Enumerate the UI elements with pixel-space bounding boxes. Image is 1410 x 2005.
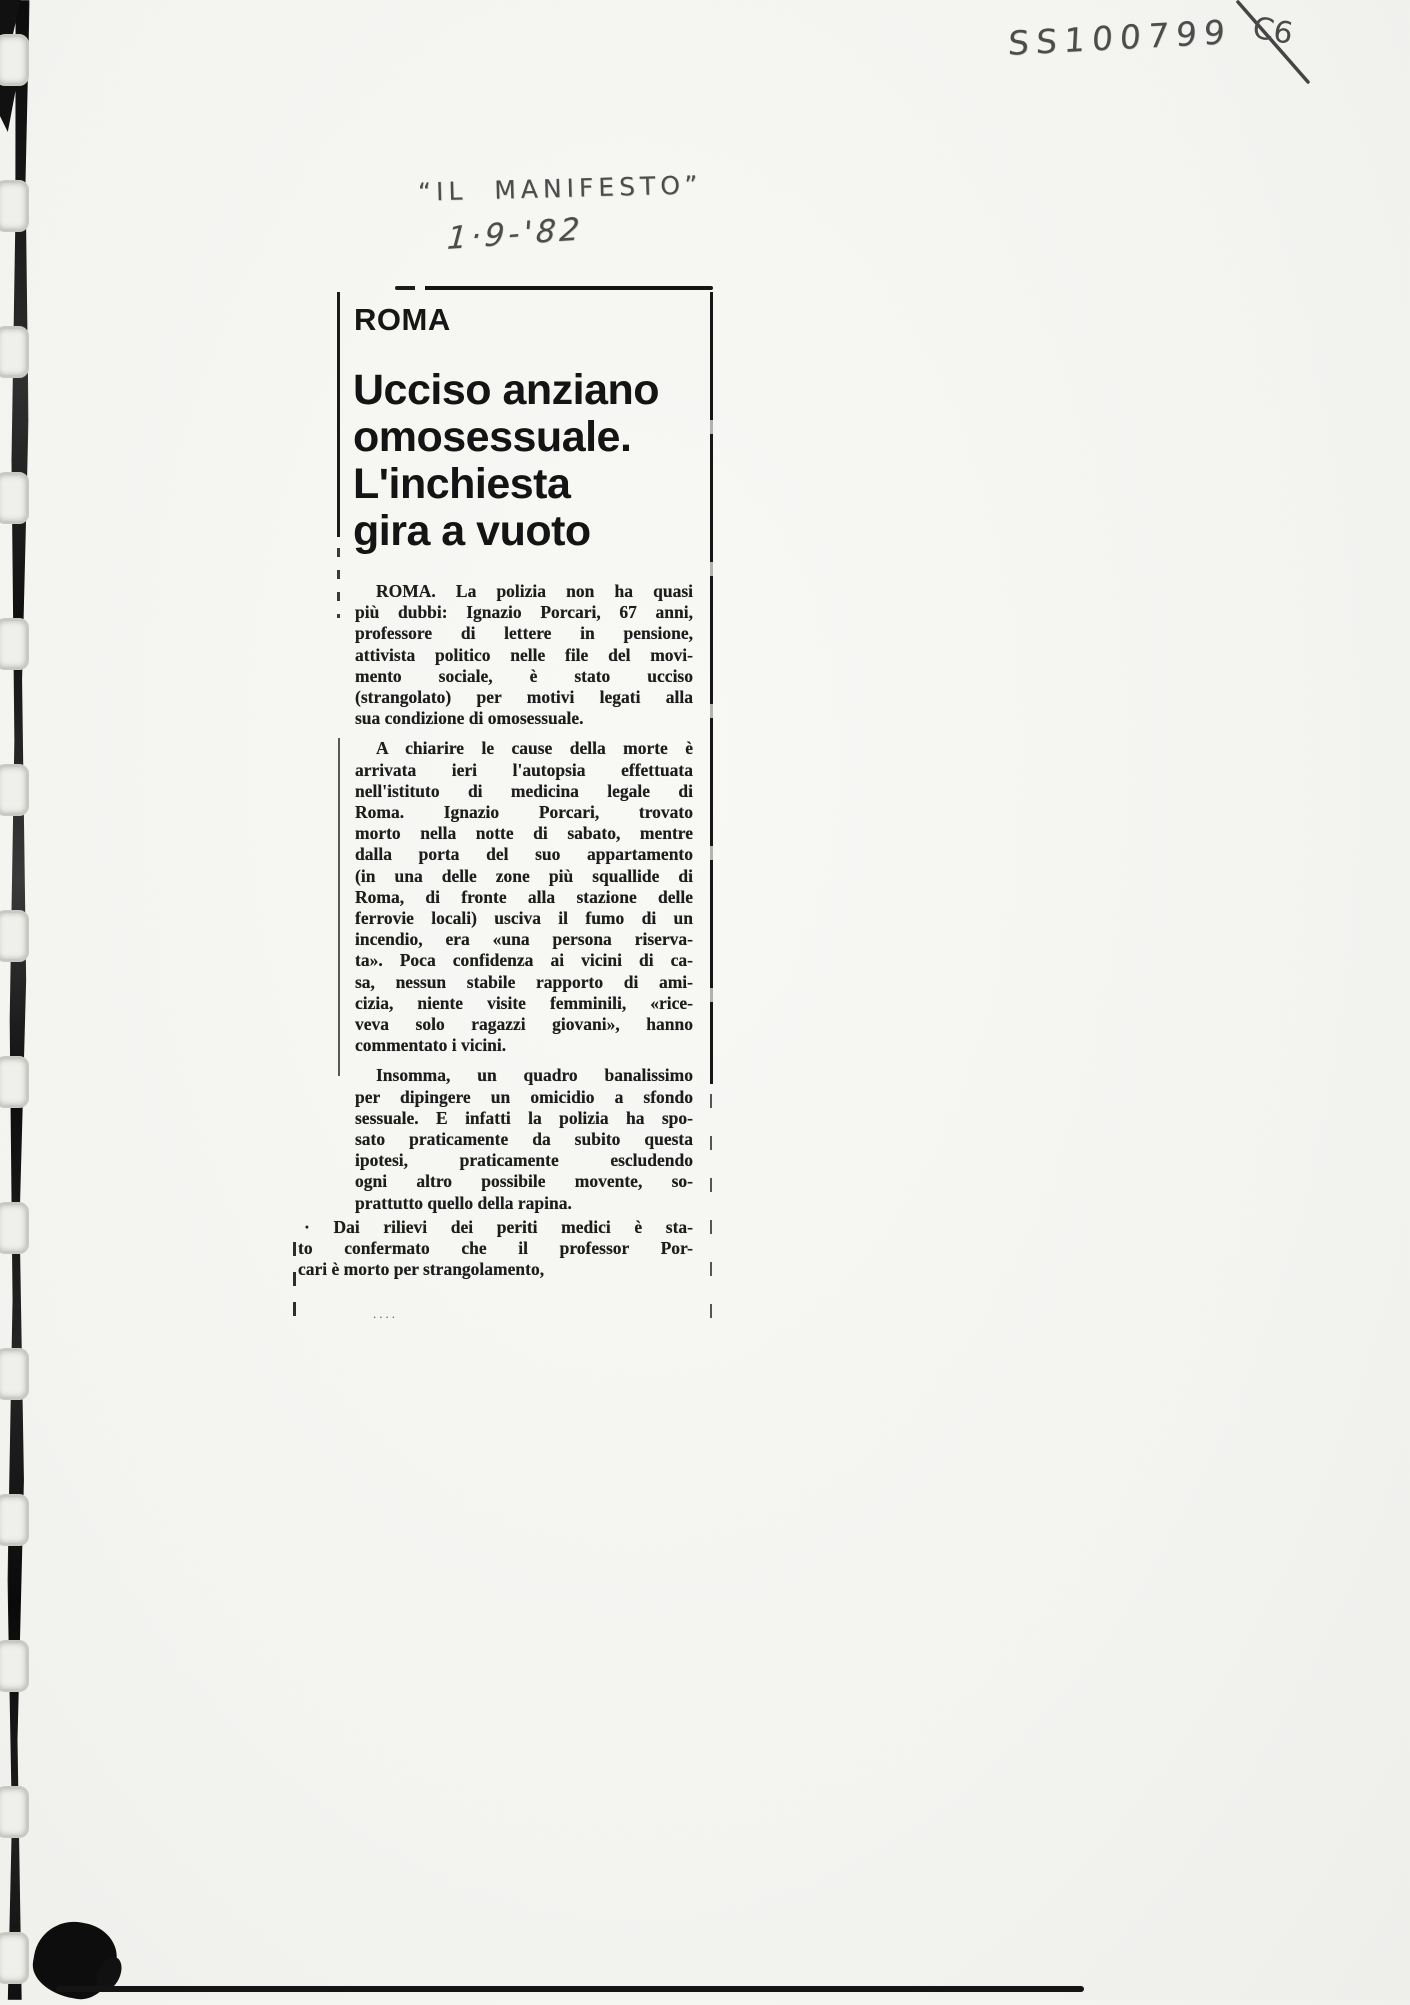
column-rule-right: [710, 292, 713, 1084]
body-line: incendio, era «una persona riserva-: [355, 929, 693, 950]
binding-hole: [0, 1494, 29, 1546]
body-line: nell'istituto di medicina legale di: [355, 780, 693, 801]
body-line: morto nella notte di sabato, mentre: [355, 823, 693, 844]
body-line: per dipingere un omicidio a sfondo: [355, 1086, 693, 1107]
body-line: commentato i vicini.: [355, 1035, 507, 1056]
article-kicker: ROMA: [354, 302, 451, 337]
binding-hole: [0, 1202, 29, 1254]
body-line: A chiarire le cause della morte è: [376, 738, 693, 759]
article-paragraph: [355, 738, 693, 1056]
binding-hole: [0, 1786, 29, 1838]
body-line: cizia, niente visite femminili, «rice-: [355, 992, 693, 1013]
article-paragraph: [355, 1065, 693, 1213]
handwritten-date: 1·9-'82: [445, 211, 585, 257]
body-line: ferrovie locali) usciva il fumo di un: [355, 908, 693, 929]
binding-hole: [0, 180, 29, 232]
body-line: sessuale. E infatti la polizia ha spo-: [355, 1107, 693, 1128]
article-body: [298, 581, 693, 1281]
body-line: Insomma, un quadro banalissimo: [376, 1065, 693, 1086]
body-line: veva solo ragazzi giovani», hanno: [355, 1014, 693, 1035]
column-rule-right: [710, 1094, 712, 1342]
body-line: to confermato che il professor Por-: [298, 1238, 693, 1259]
headline-line: gira a vuoto: [353, 507, 591, 555]
body-line: ipotesi, praticamente escludendo: [355, 1150, 693, 1171]
trailing-mark: ....: [373, 1306, 398, 1321]
body-line: sua condizione di omosessuale.: [355, 708, 584, 729]
binding-hole: [0, 1640, 29, 1692]
body-line: Roma, di fronte alla stazione delle: [355, 886, 693, 907]
body-line: ROMA. La polizia non ha quasi: [376, 581, 693, 601]
binding-hole: [0, 326, 29, 378]
body-line: attivista politico nelle file del movi-: [355, 644, 693, 665]
body-line: ogni altro possibile movente, so-: [355, 1171, 693, 1192]
body-line: ta». Poca confidenza ai vicini di ca-: [355, 950, 693, 971]
article-paragraph: [298, 1217, 693, 1281]
scan-spine-streak: [6, 0, 29, 2000]
body-line: (strangolato) per motivi legati alla: [355, 687, 693, 708]
body-line: più dubbi: Ignazio Porcari, 67 anni,: [355, 602, 693, 623]
newspaper-clipping: [298, 286, 713, 1321]
corner-mark-label: C6: [1249, 10, 1296, 52]
column-rule-left: [338, 738, 340, 1076]
corner-pen-mark: [1208, 0, 1323, 90]
bottom-scan-line: [56, 1986, 1084, 1992]
body-line: cari è morto per strangolamento,: [298, 1259, 545, 1280]
body-line: professore di lettere in pensione,: [355, 623, 693, 644]
column-rule-left: [293, 1242, 296, 1330]
binding-hole: [0, 34, 29, 86]
body-line: Roma. Ignazio Porcari, trovato: [355, 802, 693, 823]
body-line: · Dai rilievi dei periti medici è sta-: [304, 1216, 693, 1237]
body-line: sato praticamente da subito questa: [355, 1129, 693, 1150]
headline-line: L'inchiesta: [353, 460, 571, 508]
article-headline: [353, 367, 713, 555]
binding-hole: [0, 472, 29, 524]
binding-hole: [0, 1348, 29, 1400]
column-rule-left: [337, 292, 340, 537]
body-line: dalla porta del suo appartamento: [355, 844, 693, 865]
body-line: arrivata ieri l'autopsia effettuata: [355, 759, 693, 780]
binding-hole: [0, 764, 29, 816]
binding-hole: [0, 618, 29, 670]
handwritten-source-title: “IL MANIFESTO”: [417, 170, 703, 207]
headline-line: Ucciso anziano: [353, 366, 660, 414]
binding-hole: [0, 910, 29, 962]
body-line: prattutto quello della rapina.: [355, 1192, 572, 1213]
handwritten-catalog-number: SS100799: [1007, 12, 1233, 63]
body-line: (in una delle zone più squallide di: [355, 865, 693, 886]
binding-hole: [0, 1056, 29, 1108]
clipping-top-rule: [395, 286, 713, 290]
body-line: mento sociale, è stato ucciso: [355, 665, 693, 686]
body-line: sa, nessun stabile rapporto di ami-: [355, 971, 693, 992]
binding-hole: [0, 1932, 29, 1984]
column-rule-left: [337, 548, 340, 618]
headline-line: omosessuale.: [353, 413, 632, 461]
article-paragraph: [355, 581, 693, 729]
